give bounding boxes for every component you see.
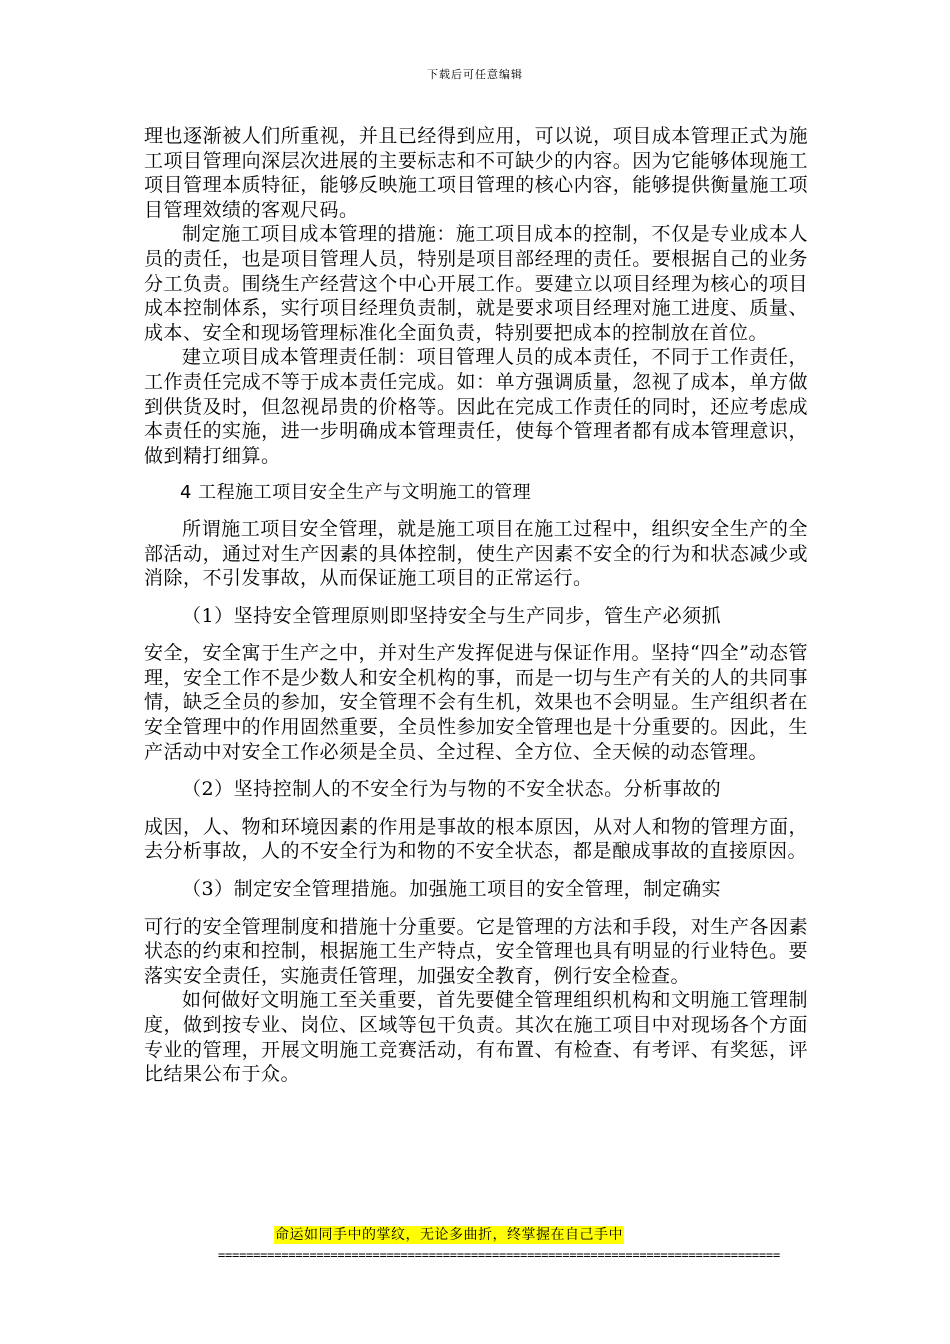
document-body	[144, 124, 808, 1087]
section-heading: 4 工程施工项目安全生产与文明施工的管理	[180, 482, 532, 504]
paragraph-civilized-construction: 如何做好文明施工至关重要，首先要健全管理组织机构和文明施工管理制度，做到按专业、岗位、区域等包干负责。其次在施工项目中对现场各个方面专业的管理，开展文明施工竞赛活动，有布置、有检查、有考评、有奖惩，评比结果公布于众。	[144, 989, 808, 1086]
footer-quote: 命运如同手中的掌纹，无论多曲折，终掌握在自己手中	[275, 1227, 623, 1243]
item-2-first-line: （2）坚持控制人的不安全行为与物的不安全状态。分析事故的	[182, 778, 722, 801]
paragraph-cost-responsibility: 建立项目成本管理责任制：项目管理人员的成本责任，不同于工作责任，工作责任完成不等于成本责任完成。如：单方强调质量，忽视了成本，单方做到供货及时，但忽视昂贵的价格等。因此在完成工作责任的同时，还应考虑成本责任的实施，进一步明确成本管理责任，使每个管理者都有成本管理意识，做到精打细算。	[144, 346, 808, 467]
page-header: 下载后可任意编辑	[427, 68, 523, 81]
paragraph-cost-measures: 制定施工项目成本管理的措施：施工项目成本的控制，不仅是专业成本人员的责任，也是项目管理人员，特别是项目部经理的责任。要根据自己的业务分工负责。围绕生产经营这个中心开展工作。要建立以项目经理为核心的项目成本控制体系，实行项目经理负责制，就是要求项目经理对施工进度、质量、成本、安全和现场管理标准化全面负责，特别要把成本的控制放在首位。	[144, 223, 808, 344]
item-3-body: 可行的安全管理制度和措施十分重要。它是管理的方法和手段，对生产各因素状态的约束和控制，根据施工生产特点，安全管理也具有明显的行业特色。要落实安全责任，实施责任管理，加强安全教育，例行安全检查。	[144, 915, 808, 987]
item-1-body: 安全，安全寓于生产之中，并对生产发挥促进与保证作用。坚持“四全”动态管理，安全工作不是少数人和安全机构的事，而是一切与生产有关的人的共同事情，缺乏全员的参加，安全管理不会有生机，效果也不会明显。生产组织者在安全管理中的作用固然重要，全员性参加安全管理也是十分重要的。因此，生产活动中对安全工作必须是全员、全过程、全方位、全天候的动态管理。	[144, 642, 808, 763]
footer-rule: ================================================================================	[218, 1248, 780, 1262]
item-3-first-line: （3）制定安全管理措施。加强施工项目的安全管理，制定确实	[182, 878, 722, 901]
item-1-first-line: （1）坚持安全管理原则即坚持安全与生产同步，管生产必须抓	[182, 604, 722, 627]
paragraph-safety-intro: 所谓施工项目安全管理，就是施工项目在施工过程中，组织安全生产的全部活动，通过对生产因素的具体控制，使生产因素不安全的行为和状态减少或消除，不引发事故，从而保证施工项目的正常运行。	[144, 517, 808, 590]
paragraph-continuation: 理也逐渐被人们所重视，并且已经得到应用，可以说，项目成本管理正式为施工项目管理向深层次进展的主要标志和不可缺少的内容。因为它能够体现施工项目管理本质特征，能够反映施工项目管理的核心内容，能够提供衡量施工项目管理效绩的客观尺码。	[144, 125, 808, 221]
item-2-body: 成因，人、物和环境因素的作用是事故的根本原因，从对人和物的管理方面，去分析事故，人的不安全行为和物的不安全状态，都是酿成事故的直接原因。	[144, 815, 808, 863]
